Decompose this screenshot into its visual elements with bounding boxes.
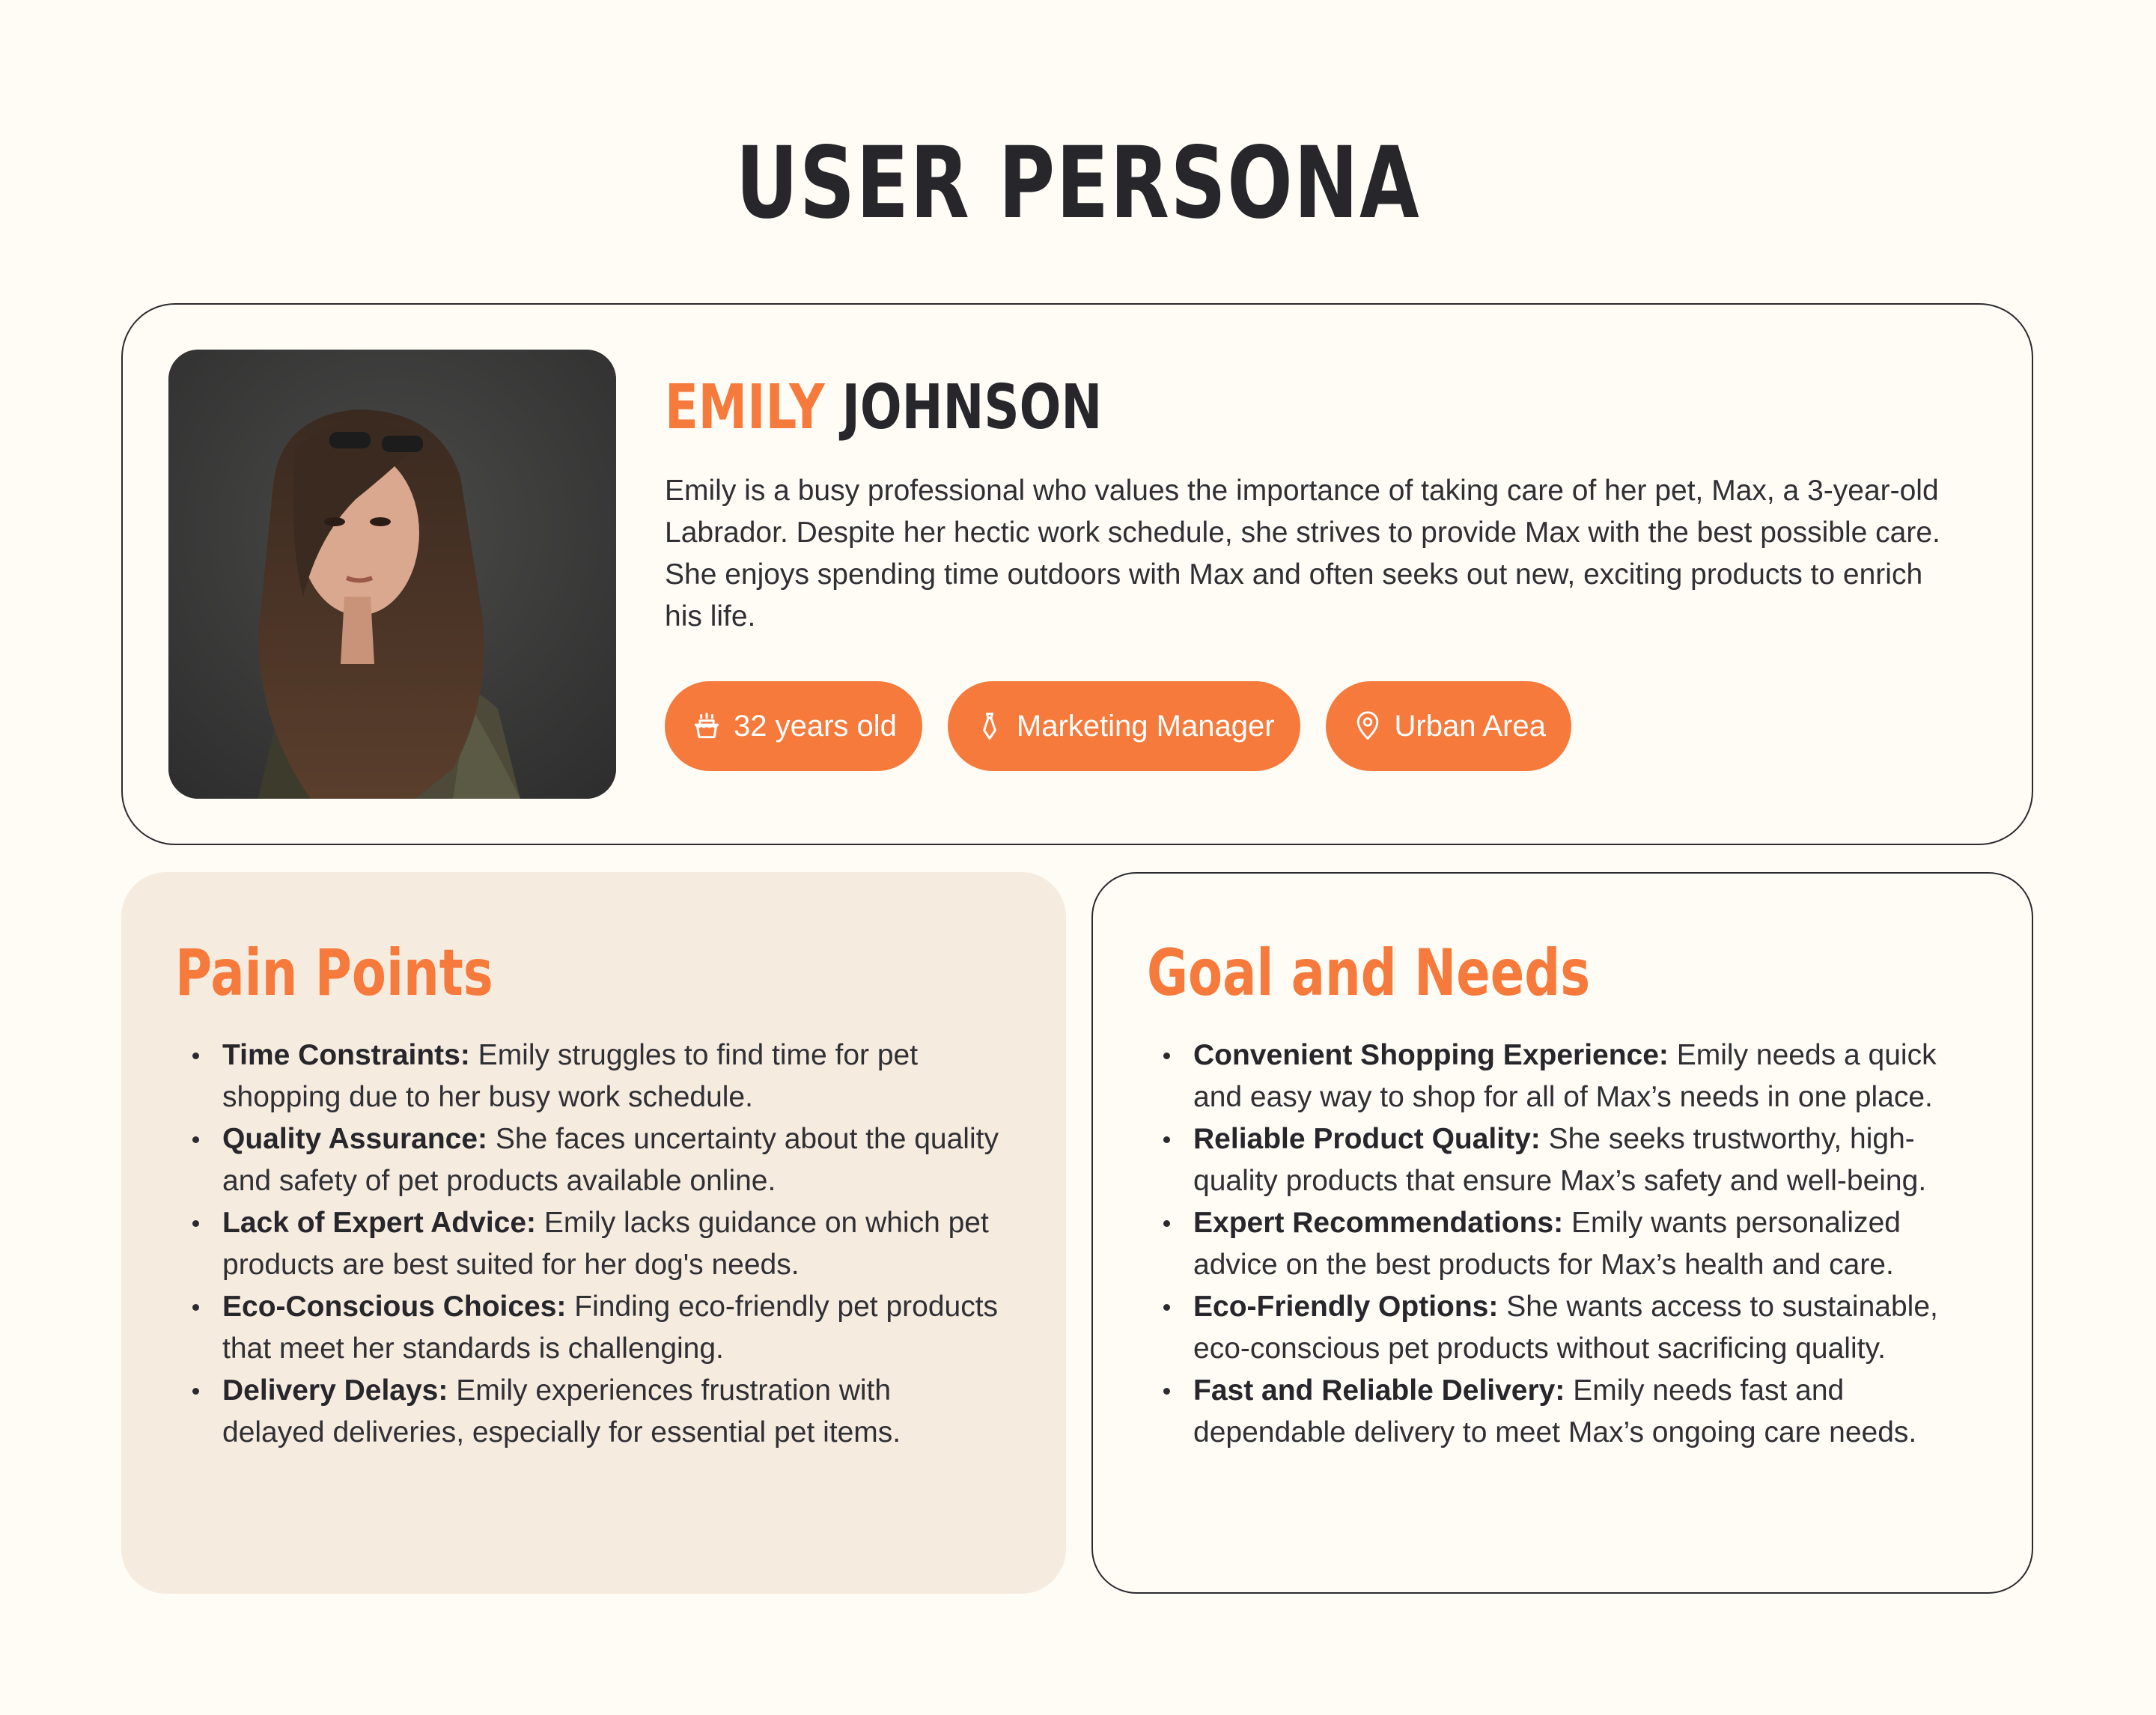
persona-name — [665, 371, 1102, 445]
persona-tags — [665, 681, 1571, 771]
list-item-heading: Eco-Conscious Choices: — [222, 1291, 567, 1323]
list-item — [1156, 1202, 1987, 1286]
persona-photo — [168, 350, 616, 799]
list-item-text: Emily needs a quick and easy way to shop for all of Max’s needs in one place. — [1193, 1039, 1937, 1113]
location-tag — [1326, 681, 1571, 771]
list-item — [1156, 1370, 1987, 1454]
persona-last-name: JOHNSON — [841, 372, 1103, 443]
list-item-text: Emily needs fast and dependable delivery to meet Max’s ongoing care needs. — [1193, 1374, 1917, 1449]
pain-points-list — [185, 1035, 1001, 1454]
list-item-heading: Delivery Delays: — [222, 1374, 448, 1407]
list-item — [185, 1118, 1001, 1202]
list-item-heading: Quality Assurance: — [222, 1123, 488, 1155]
location-pin-icon — [1351, 710, 1384, 743]
persona-bio: Emily is a busy professional who values the importance of taking care of her pet, Max, a 3-year-old Labrador. Despite her hectic work schedule, she strives to provide Max with the best possible care. She enjoys spending time outdoors with Max and often seeks out new, exciting products to enrich his life. — [665, 475, 1940, 633]
list-item-text: She seeks trustworthy, high-quality products that ensure Max’s safety and well-being. — [1193, 1123, 1927, 1197]
goals-title: Goal and Needs — [1147, 936, 1591, 1011]
list-item-text: She faces uncertainty about the quality and safety of pet products available online. — [222, 1123, 999, 1197]
list-item-heading: Reliable Product Quality: — [1193, 1123, 1541, 1155]
list-item-heading: Expert Recommendations: — [1193, 1207, 1564, 1239]
list-item — [185, 1286, 1001, 1370]
list-item-text: Finding eco-friendly pet products that meet her standards is challenging. — [222, 1291, 999, 1365]
list-item — [1156, 1286, 1987, 1370]
list-item-heading: Convenient Shopping Experience: — [1193, 1039, 1669, 1071]
list-item-heading: Time Constraints: — [222, 1039, 470, 1071]
list-item — [1156, 1118, 1987, 1202]
list-item-text: Emily experiences frustration with delayed deliveries, especially for essential pet items. — [222, 1374, 901, 1449]
occupation-tag — [948, 681, 1300, 771]
persona-first-name: EMILY — [665, 372, 825, 443]
age-tag-label: 32 years old — [734, 709, 897, 743]
occupation-tag-label: Marketing Manager — [1016, 709, 1275, 743]
cake-icon — [690, 710, 723, 743]
goals-list — [1156, 1035, 1987, 1454]
list-item — [185, 1370, 1001, 1454]
list-item-heading: Lack of Expert Advice: — [222, 1207, 537, 1239]
list-item-text: Emily struggles to find time for pet shopping due to her busy work schedule. — [222, 1039, 919, 1113]
page-title: USER PERSONA — [735, 126, 1421, 241]
list-item-heading: Fast and Reliable Delivery: — [1193, 1374, 1565, 1407]
pain-points-title: Pain Points — [175, 936, 493, 1011]
list-item-heading: Eco-Friendly Options: — [1193, 1291, 1499, 1323]
list-item — [185, 1035, 1001, 1118]
age-tag — [665, 681, 922, 771]
list-item — [185, 1202, 1001, 1286]
tie-icon — [973, 710, 1006, 743]
list-item-text: She wants access to sustainable, eco-conscious pet products without sacrificing quality. — [1193, 1291, 1938, 1365]
list-item-text: Emily wants personalized advice on the best products for Max’s health and care. — [1193, 1207, 1901, 1281]
location-tag-label: Urban Area — [1394, 709, 1546, 743]
list-item-text: Emily lacks guidance on which pet products are best suited for her dog's needs. — [222, 1207, 989, 1281]
list-item — [1156, 1035, 1987, 1118]
